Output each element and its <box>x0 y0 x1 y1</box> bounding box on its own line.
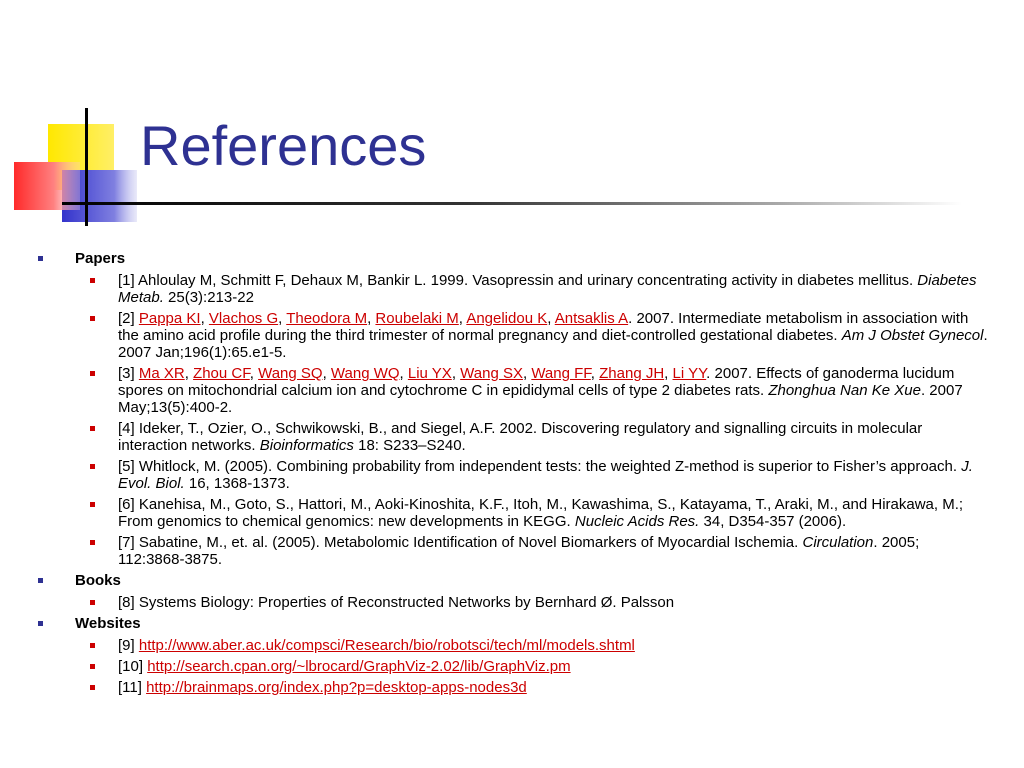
author-link[interactable]: Vlachos G <box>208 310 279 327</box>
section-bullet <box>38 621 43 626</box>
author-link[interactable]: Wang SQ <box>258 365 323 382</box>
author-link[interactable]: Wang FF <box>531 365 591 382</box>
journal-name: Circulation <box>802 534 874 551</box>
citation-details: . 2007 May;13(5):400-2. <box>118 382 963 416</box>
author-link[interactable]: Pappa KI <box>138 310 201 327</box>
website-link[interactable]: http://brainmaps.org/index.php?p=desktop-apps-nodes3d <box>146 679 527 696</box>
author-link[interactable]: Zhang JH <box>599 365 665 382</box>
citation-text: [8] Systems Biology: Properties of Reconstructed Networks by Bernhard Ø. Palsson <box>118 594 675 611</box>
citation-details: . 2007 Jan;196(1):65.e1-5. <box>118 327 988 361</box>
websites-list <box>38 637 988 696</box>
citation-details: 16, 1368-1373. <box>184 475 290 492</box>
reference-item-2: [2] Pappa KI, Vlachos G, Theodora M, Roubelaki M, Angelidou K, Antsaklis A. 2007. Intermediate metabolism in association with the amino acid profile during the third trimester of normal pregnancy and diet-controlled gestational diabetes. Am J Obstet Gynecol. 2007 Jan;196(1):65.e1-5. <box>38 310 988 361</box>
journal-name: Am J Obstet Gynecol <box>841 327 984 344</box>
website-link[interactable]: http://www.aber.ac.uk/compsci/Research/bio/robotsci/tech/ml/models.shtml <box>138 637 635 654</box>
section-books <box>38 572 988 590</box>
item-bullet <box>90 540 95 545</box>
author-link[interactable]: Theodora M <box>286 310 368 327</box>
item-bullet <box>90 502 95 507</box>
author-link[interactable]: Ma XR <box>138 365 185 382</box>
citation-text: . 2007. Effects of ganoderma lucidum spores on mitochondrial calcium ion and cytochrome C in epididymal cells of type 2 diabetes rats. <box>118 365 955 399</box>
item-bullet <box>90 371 95 376</box>
citation-text: [5] Whitlock, M. (2005). Combining probability from independent tests: the weighted Z-method is superior to Fisher’s approach. <box>118 458 962 475</box>
item-bullet <box>90 664 95 669</box>
journal-name: Bioinformatics <box>259 437 354 454</box>
reference-item-8 <box>38 594 988 611</box>
reference-item-9 <box>38 637 988 654</box>
section-heading: Books <box>75 572 121 589</box>
citation-text: . 2007. Intermediate metabolism in association with the amino acid profile during the third trimester of normal pregnancy and diet-controlled gestational diabetes. <box>118 310 969 344</box>
journal-name: J. Evol. Biol. <box>118 458 973 492</box>
reference-item-7 <box>38 534 988 568</box>
reference-item-5 <box>38 458 988 492</box>
citation-number: [11] <box>118 679 147 696</box>
section-papers <box>38 250 988 268</box>
author-link[interactable]: Zhou CF <box>193 365 250 382</box>
citation-details: 25(3):213-22 <box>163 289 254 306</box>
decorative-logo <box>0 0 140 230</box>
author-link[interactable]: Antsaklis A <box>554 310 629 327</box>
citation-text: [1] Ahloulay M, Schmitt F, Dehaux M, Bankir L. 1999. Vasopressin and urinary concentrating activity in diabetes mellitus. <box>118 272 918 289</box>
reference-item-11 <box>38 679 988 696</box>
journal-name: Zhonghua Nan Ke Xue <box>768 382 921 399</box>
citation-number: [10] <box>118 658 148 675</box>
item-bullet <box>90 278 95 283</box>
slide-title: References <box>140 114 427 177</box>
reference-item-10 <box>38 658 988 675</box>
author-link[interactable]: Wang WQ <box>330 365 400 382</box>
section-websites <box>38 615 988 633</box>
item-bullet <box>90 600 95 605</box>
section-bullet <box>38 578 43 583</box>
author-link[interactable]: Angelidou K <box>466 310 548 327</box>
section-heading: Papers <box>75 250 126 267</box>
logo-vertical-line <box>85 108 88 226</box>
author-link[interactable]: Li YY <box>672 365 707 382</box>
reference-item-4 <box>38 420 988 454</box>
citation-details: . 2005; 112:3868-3875. <box>118 534 920 568</box>
author-link[interactable]: Roubelaki M <box>375 310 459 327</box>
section-heading: Websites <box>75 615 141 632</box>
references-list <box>38 250 988 700</box>
reference-item-1 <box>38 272 988 306</box>
journal-name: Nucleic Acids Res. <box>574 513 700 530</box>
citation-text: [4] Ideker, T., Ozier, O., Schwikowski, B., and Siegel, A.F. 2002. Discovering regulatory and signalling circuits in molecular interaction networks. <box>118 420 923 454</box>
item-bullet <box>90 685 95 690</box>
citation-details: 34, D354-357 (2006). <box>699 513 847 530</box>
item-bullet <box>90 316 95 321</box>
reference-item-3: [3] Ma XR, Zhou CF, Wang SQ, Wang WQ, Liu YX, Wang SX, Wang FF, Zhang JH, Li YY. 2007. Effects of ganoderma lucidum spores on mitochondrial calcium ion and cytochrome C in epididymal cells of type 2 diabetes rats. Zhonghua Nan Ke Xue. 2007 May;13(5):400-2. <box>38 365 988 416</box>
website-link[interactable]: http://search.cpan.org/~lbrocard/GraphViz-2.02/lib/GraphViz.pm <box>147 658 571 675</box>
citation-details: 18: S233–S240. <box>353 437 466 454</box>
citation-number: [2] <box>118 310 139 327</box>
citation-number: [3] <box>118 365 139 382</box>
citation-text: [6] Kanehisa, M., Goto, S., Hattori, M., Aoki-Kinoshita, K.F., Itoh, M., Kawashima, S., Katayama, T., Araki, M., and Hirakawa, M.; From genomics to chemical genomics: new developments in KEGG. <box>118 496 964 530</box>
books-list <box>38 594 988 611</box>
section-bullet <box>38 256 43 261</box>
author-link[interactable]: Liu YX <box>407 365 452 382</box>
papers-list <box>38 272 988 568</box>
item-bullet <box>90 464 95 469</box>
journal-name: Diabetes Metab. <box>118 272 977 306</box>
citation-text: [7] Sabatine, M., et. al. (2005). Metabolomic Identification of Novel Biomarkers of Myocardial Ischemia. <box>118 534 803 551</box>
author-link[interactable]: Wang SX <box>460 365 523 382</box>
citation-number: [9] <box>118 637 139 654</box>
item-bullet <box>90 426 95 431</box>
item-bullet <box>90 643 95 648</box>
reference-item-6 <box>38 496 988 530</box>
title-underline <box>62 202 962 205</box>
